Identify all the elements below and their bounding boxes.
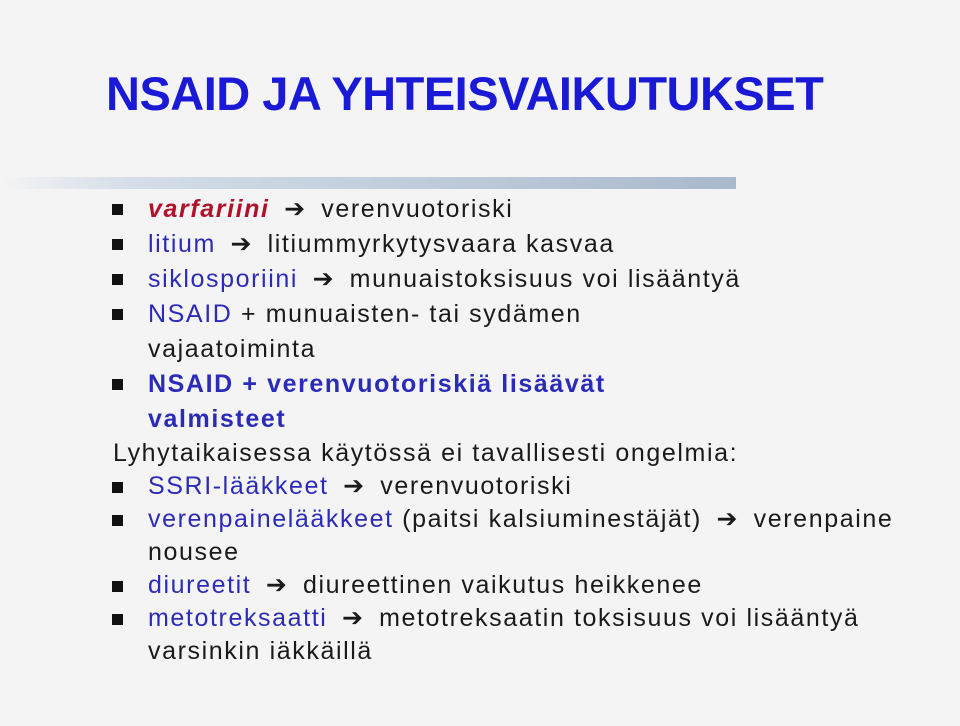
list-item [0, 262, 960, 297]
drug-name: NSAID [148, 300, 233, 328]
arrow-right-icon: ➔ [265, 571, 289, 599]
square-bullet-icon [112, 274, 123, 285]
square-bullet-icon [112, 581, 123, 592]
square-bullet-icon [112, 614, 123, 625]
arrow-right-icon: ➔ [716, 505, 740, 533]
square-bullet-icon [112, 482, 123, 493]
arrow-right-icon: ➔ [284, 195, 307, 223]
square-bullet-icon [112, 239, 123, 250]
drug-name: litium [148, 230, 216, 258]
drug-name: verenpainelääkkeet [148, 505, 394, 533]
list-item [0, 227, 960, 262]
effect-text: verenvuotoriski [321, 195, 514, 223]
square-bullet-icon [112, 309, 123, 320]
title-divider [0, 177, 736, 189]
effect-text-continued: varsinkin iäkkäillä [148, 637, 373, 665]
effect-text-continued: vajaatoiminta [148, 335, 317, 363]
effect-text-continued: nousee [148, 538, 240, 566]
slide-title: NSAID JA YHTEISVAIKUTUKSET [106, 67, 824, 120]
list-item [0, 297, 960, 367]
list-item [0, 503, 960, 569]
effect-text: munuaistoksisuus voi lisääntyä [349, 265, 741, 293]
effect-text: verenvuotoriski [380, 472, 573, 500]
effect-text: litiummyrkytysvaara kasvaa [267, 230, 615, 258]
drug-name: metotreksaatti [148, 604, 328, 632]
arrow-right-icon: ➔ [341, 604, 365, 632]
effect-text-after: verenpaine [753, 505, 894, 533]
drug-name: SSRI-lääkkeet [148, 472, 329, 500]
highlight-text: NSAID + verenvuotoriskiä lisäävät [148, 370, 606, 398]
effect-text: + munuaisten- tai sydämen [240, 300, 582, 328]
effect-text: (paitsi kalsiuminestäjät) [402, 505, 702, 533]
subheading: Lyhytaikaisessa käytössä ei tavallisesti ongelmia: [113, 439, 739, 467]
slide-body [0, 192, 960, 668]
square-bullet-icon [112, 379, 123, 390]
effect-text: metotreksaatin toksisuus voi lisääntyä [379, 604, 860, 632]
highlight-text-continued: valmisteet [148, 405, 287, 433]
list-item [0, 367, 960, 437]
drug-name: diureetit [148, 571, 252, 599]
square-bullet-icon [112, 204, 123, 215]
list-item [0, 602, 960, 668]
drug-name: siklosporiini [148, 265, 299, 293]
square-bullet-icon [112, 515, 123, 526]
effect-text: diureettinen vaikutus heikkenee [303, 571, 703, 599]
arrow-right-icon: ➔ [312, 265, 336, 293]
list-item [0, 470, 960, 503]
list-item [0, 569, 960, 602]
arrow-right-icon: ➔ [230, 230, 254, 258]
drug-name: varfariini [148, 195, 270, 223]
arrow-right-icon: ➔ [343, 472, 366, 500]
list-item [0, 192, 960, 227]
